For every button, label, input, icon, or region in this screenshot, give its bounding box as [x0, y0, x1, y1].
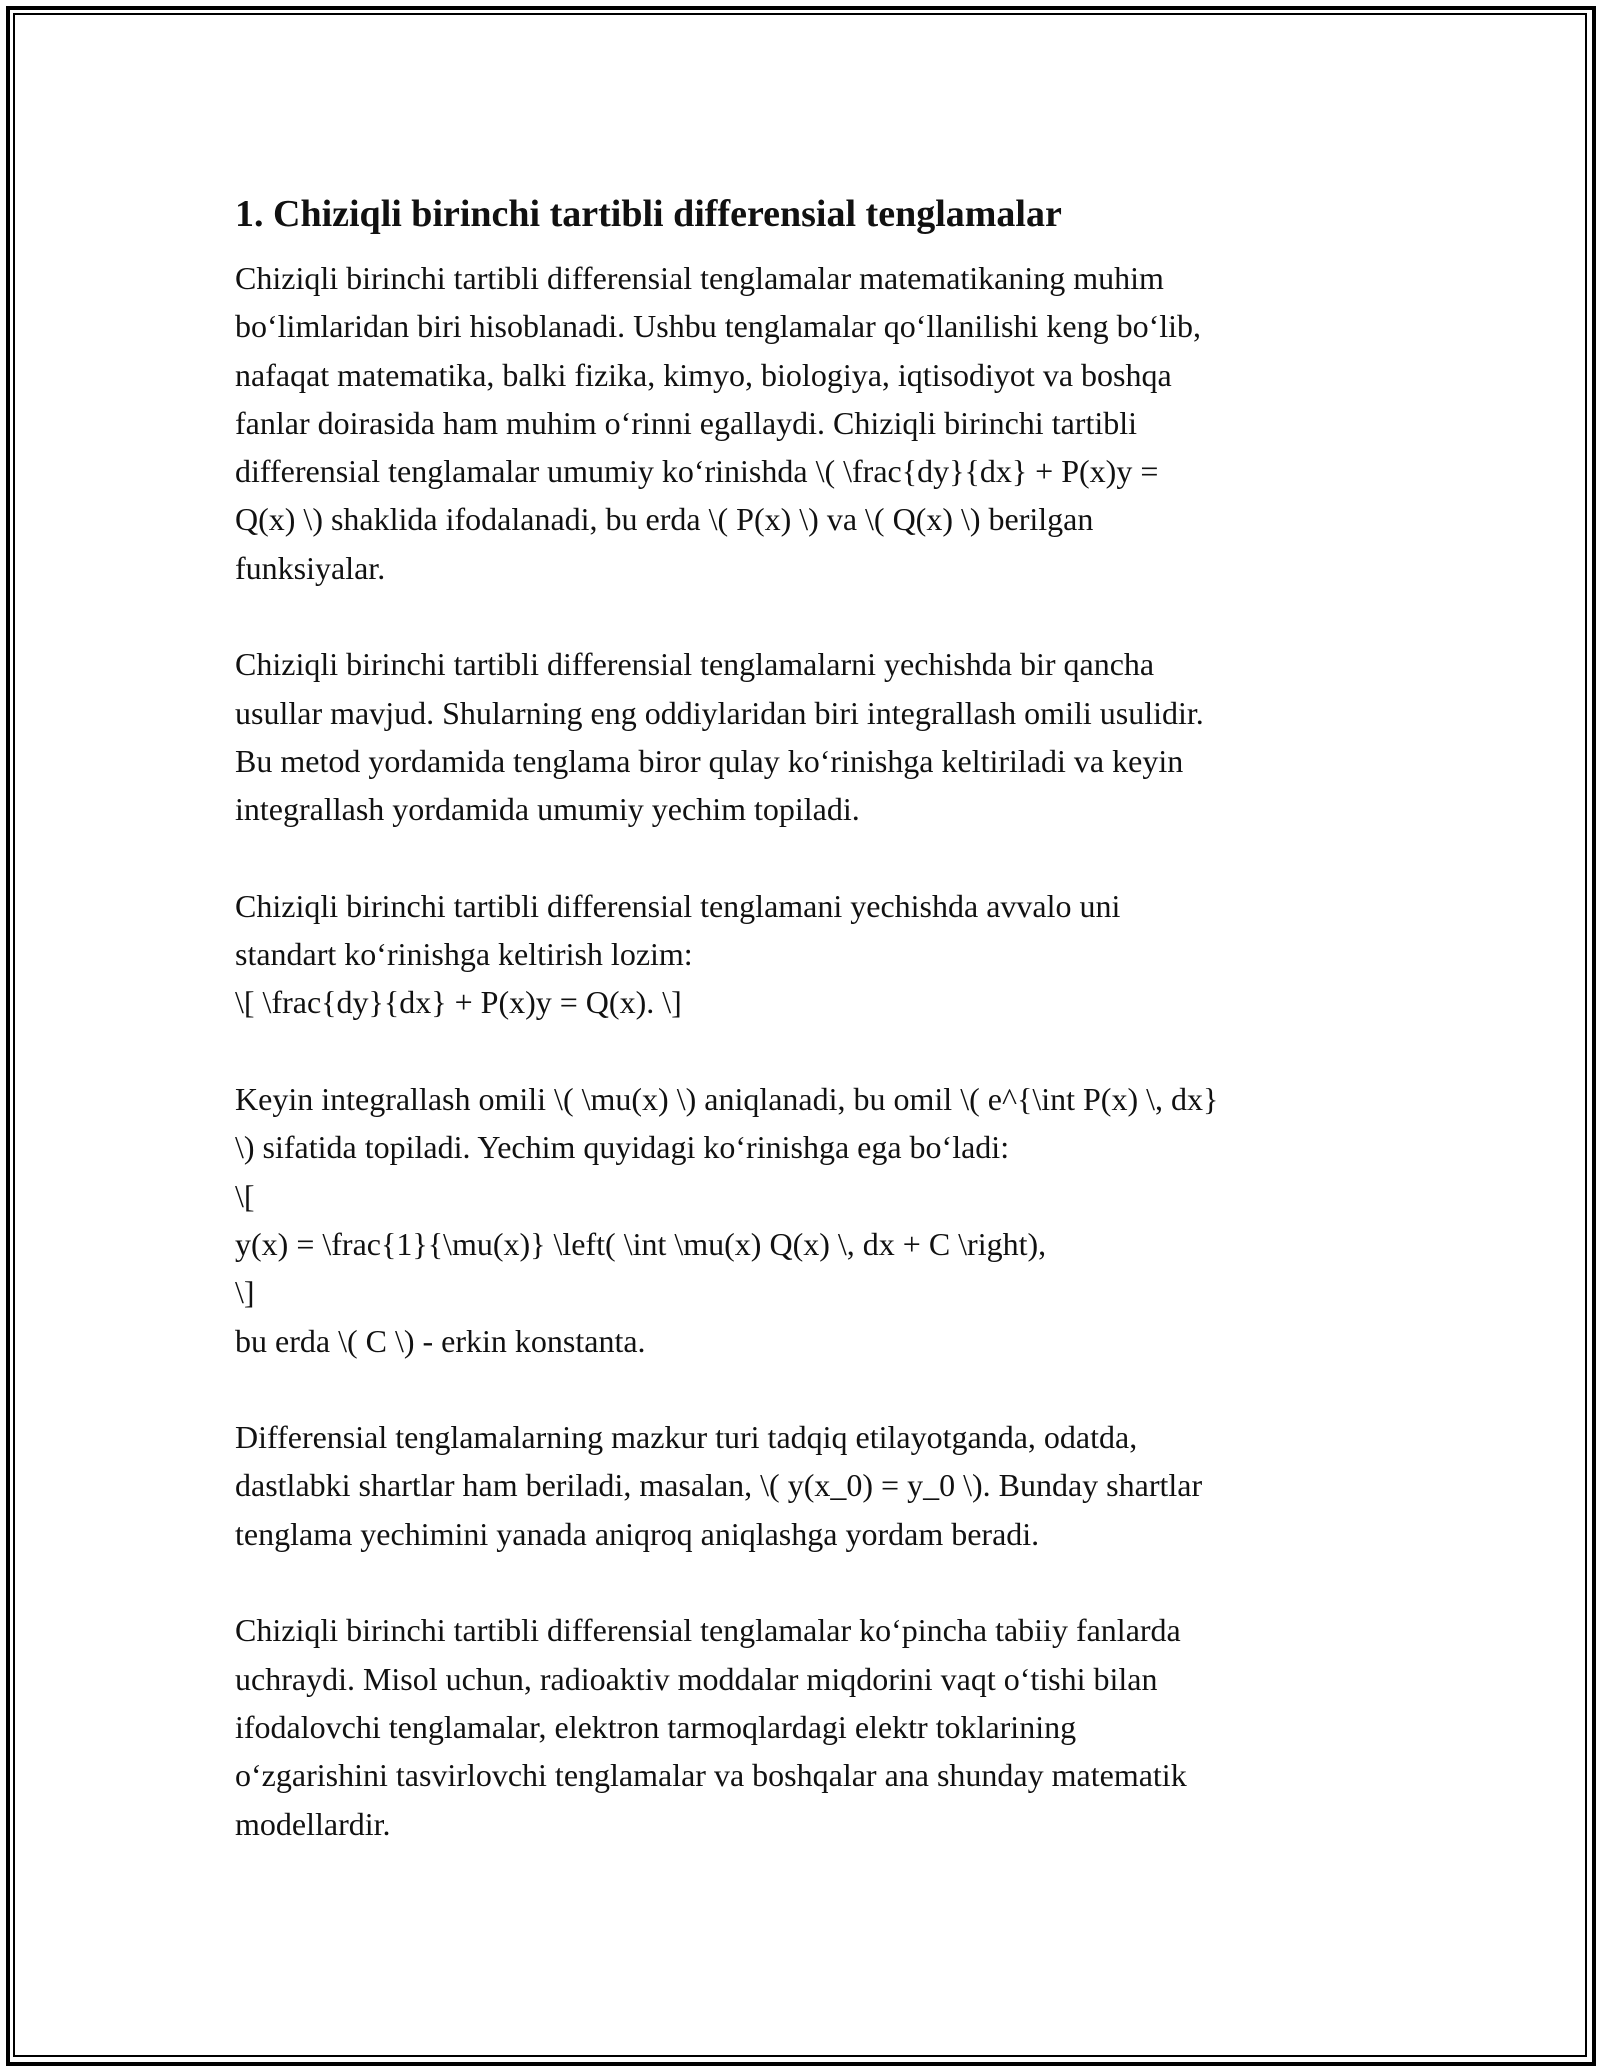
- text-line: tenglama yechimini yanada aniqroq aniqlashga yordam beradi.: [235, 1515, 1040, 1552]
- equation-line: y(x) = \frac{1}{\mu(x)} \left( \int \mu(x) Q(x) \, dx + C \right),: [235, 1225, 1047, 1262]
- text-line: Differensial tenglamalarning mazkur turi tadqiq etilayotganda, odatda,: [235, 1419, 1138, 1456]
- equation-line: \[ \frac{dy}{dx} + P(x)y = Q(x). \]: [235, 984, 682, 1021]
- text-line: Chiziqli birinchi tartibli differensial tenglamalar ko‘pincha tabiiy fanlarda: [235, 1612, 1181, 1649]
- paragraph-introduction: [235, 254, 1365, 592]
- paragraph-applications: [235, 1606, 1365, 1847]
- text-line: Chiziqli birinchi tartibli differensial tenglamalar matematikaning muhim: [235, 260, 1164, 296]
- text-line: o‘zgarishini tasvirlovchi tenglamalar va boshqalar ana shunday matematik: [235, 1757, 1187, 1794]
- paragraph-methods: [235, 640, 1365, 833]
- equation-line: \[: [235, 1177, 255, 1214]
- text-line: Bu metod yordamida tenglama biror qulay ko‘rinishga keltiriladi va keyin: [235, 742, 1184, 779]
- text-line: Chiziqli birinchi tartibli differensial tenglamani yechishda avvalo uni: [235, 887, 1121, 924]
- text-line: differensial tenglamalar umumiy ko‘rinishda \( \frac{dy}{dx} + P(x)y =: [235, 453, 1159, 490]
- text-line: usullar mavjud. Shularning eng oddiylaridan biri integrallash omili usulidir.: [235, 694, 1204, 731]
- text-line: bu erda \( C \) - erkin konstanta.: [235, 1322, 646, 1359]
- text-line: dastlabki shartlar ham beriladi, masalan, \( y(x_0) = y_0 \). Bunday shartlar: [235, 1467, 1203, 1504]
- text-line: fanlar doirasida ham muhim o‘rinni egallaydi. Chiziqli birinchi tartibli: [235, 404, 1137, 441]
- text-line: uchraydi. Misol uchun, radioaktiv moddalar miqdorini vaqt o‘tishi bilan: [235, 1660, 1158, 1697]
- text-line: funksiyalar.: [235, 549, 386, 586]
- document-body: [235, 186, 1365, 1848]
- text-line: ifodalovchi tenglamalar, elektron tarmoqlardagi elektr toklarining: [235, 1708, 1077, 1745]
- text-line: Keyin integrallash omili \( \mu(x) \) aniqlanadi, bu omil \( e^{\int P(x) \, dx}: [235, 1081, 1219, 1118]
- text-line: bo‘limlaridan biri hisoblanadi. Ushbu tenglamalar qo‘llanilishi keng bo‘lib,: [235, 308, 1202, 345]
- equation-line: \]: [235, 1274, 255, 1311]
- text-line: nafaqat matematika, balki fizika, kimyo, biologiya, iqtisodiyot va boshqa: [235, 356, 1172, 393]
- text-line: \) sifatida topiladi. Yechim quyidagi ko‘rinishga ega bo‘ladi:: [235, 1129, 1010, 1166]
- paragraph-standard-form: [235, 882, 1365, 1027]
- text-line: Chiziqli birinchi tartibli differensial tenglamalarni yechishda bir qancha: [235, 646, 1155, 683]
- text-line: Q(x) \) shaklida ifodalanadi, bu erda \( P(x) \) va \( Q(x) \) berilgan: [235, 501, 1094, 538]
- section-heading: 1. Chiziqli birinchi tartibli differensial tenglamalar: [235, 193, 1062, 235]
- text-line: standart ko‘rinishga keltirish lozim:: [235, 936, 693, 973]
- paragraph-integrating-factor: [235, 1075, 1365, 1365]
- text-line: integrallash yordamida umumiy yechim topiladi.: [235, 791, 860, 828]
- paragraph-initial-conditions: [235, 1413, 1365, 1558]
- text-line: modellardir.: [235, 1805, 391, 1842]
